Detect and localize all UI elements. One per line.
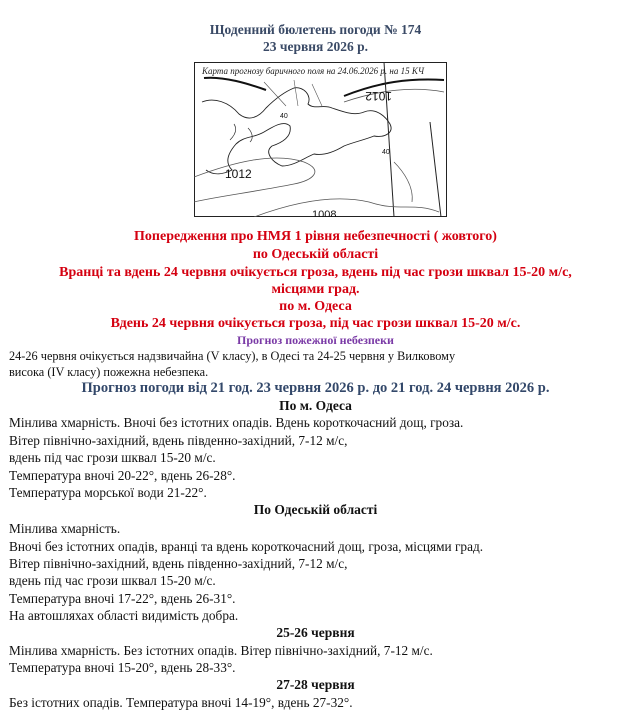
warning-line-3: Вранці та вдень 24 червня очікується гроза, вдень під час грози шквал 15-20 м/с, <box>59 265 572 280</box>
fire-forecast-title: Прогноз пожежної небезпеки <box>237 333 394 347</box>
pressure-forecast-map <box>194 62 447 217</box>
region-heading: По Одеській області <box>253 502 378 517</box>
odesa-line-2: Вітер північно-західний, вдень південно-західний, 7-12 м/с, <box>9 433 348 448</box>
region-line-6: На автошляхах області видимість добра. <box>9 608 239 623</box>
isobar-label-1012-left: 1012 <box>225 167 252 181</box>
days-27-28-heading: 27-28 червня <box>276 677 355 692</box>
warning-line-5: по м. Одеса <box>279 299 352 314</box>
isobar-label-1012-top: 1012 <box>365 89 392 103</box>
fire-forecast-line-1: 24-26 червня очікується надзвичайна (V класу), в Одесі та 24-25 червня у Вилковому <box>9 349 456 363</box>
days-25-26-heading: 25-26 червня <box>276 625 355 640</box>
warning-line-4: місцями град. <box>271 282 360 297</box>
warning-line-6: Вдень 24 червня очікується гроза, під час грози шквал 15-20 м/с. <box>110 316 521 331</box>
odesa-line-4: Температура вночі 20-22°, вдень 26-28°. <box>9 468 236 483</box>
forecast-title: Прогноз погоди від 21 год. 23 червня 2026 р. до 21 год. 24 червня 2026 р. <box>81 380 550 396</box>
region-line-3: Вітер північно-західний, вдень південно-західний, 7-12 м/с, <box>9 556 348 571</box>
fire-forecast-line-2: висока (IV класу) пожежна небезпека. <box>9 365 209 379</box>
region-line-2: Вночі без істотних опадів, вранці та вдень короткочасний дощ, гроза, місцями град. <box>9 539 484 554</box>
map-caption: Карта прогнозу баричного поля на 24.06.2026 р. на 15 КЧ <box>202 66 425 76</box>
warning-line-1: Попередження про НМЯ 1 рівня небезпечності ( жовтого) <box>134 229 497 244</box>
odesa-heading: По м. Одеса <box>279 398 352 413</box>
days-25-26-line-1: Мінлива хмарність. Без істотних опадів. Вітер північно-західний, 7-12 м/с. <box>9 643 433 658</box>
region-line-5: Температура вночі 17-22°, вдень 26-31°. <box>9 591 236 606</box>
bulletin-title: Щоденний бюлетень погоди № 174 <box>209 22 422 37</box>
region-line-1: Мінлива хмарність. <box>9 521 121 536</box>
odesa-line-3: вдень під час грози шквал 15-20 м/с. <box>9 450 216 465</box>
isobar-label-1008: 1008 <box>312 209 337 217</box>
warning-line-2: по Одеській області <box>252 247 379 262</box>
contour-label-40-right: 40 <box>382 149 390 156</box>
bulletin-date: 23 червня 2026 р. <box>263 39 368 54</box>
pressure-map-graphic <box>194 62 447 217</box>
region-line-4: вдень під час грози шквал 15-20 м/с. <box>9 573 216 588</box>
days-25-26-line-2: Температура вночі 15-20°, вдень 28-33°. <box>9 660 236 675</box>
odesa-line-5: Температура морської води 21-22°. <box>9 485 207 500</box>
contour-label-40-left: 40 <box>280 113 288 120</box>
odesa-line-1: Мінлива хмарність. Вночі без істотних опадів. Вдень короткочасний дощ, гроза. <box>9 415 464 430</box>
days-27-28-line-1: Без істотних опадів. Температура вночі 14-19°, вдень 27-32°. <box>9 695 353 710</box>
